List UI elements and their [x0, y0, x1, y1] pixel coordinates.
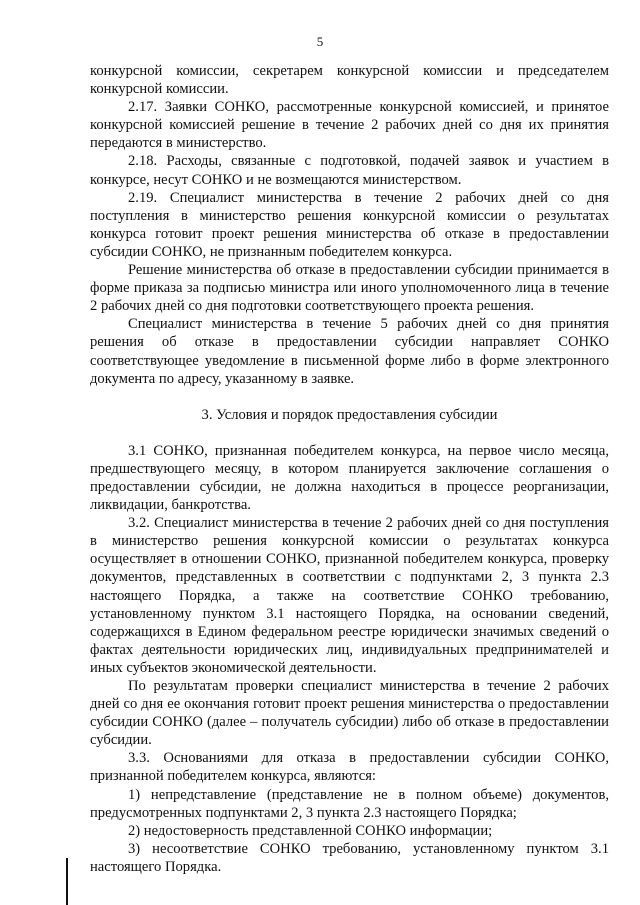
list-item-2: 2) недостоверность представленной СОНКО информации; [128, 822, 493, 839]
paragraph-2-17: 2.17. Заявки СОНКО, рассмотренные конкурсной комиссией, и принятое конкурсной комиссией решение в течение 2 рабочих дней со дня их принятия передаются в министерство. [90, 99, 609, 152]
paragraph-3-3: 3.3. Основаниями для отказа в предоставлении субсидии СОНКО, признанной победителем конкурса, являются: [90, 750, 609, 785]
paragraph-check-results: По результатам проверки специалист министерства в течение 2 рабочих дней со дня ее окончания готовит проект решения министерства о предоставлении субсидии СОНКО (далее – получатель субсидии) либо об отказе в предоставлении субсидии. [90, 678, 609, 749]
paragraph-continuation: конкурсной комиссии, секретарем конкурсной комиссии и председателем конкурсной комиссии. [90, 63, 609, 98]
paragraph-3-2: 3.2. Специалист министерства в течение 2 рабочих дней со дня поступления в министерство решения конкурсной комиссии о результатах конкурса осуществляет в отношении СОНКО, признанной победителем конкурса, проверку документов, представленных в соответствии с подпунктами 2, 3 пункта 2.3 настоящего Порядка, а также на соответствие СОНКО требованию, установленному пунктом 3.1 настоящего Порядка, на основании сведений, содержащихся в Едином федеральном реестре юридически значимых сведений о фактах деятельности юридических лиц, индивидуальных предпринимателей и иных субъектов экономической деятельности. [90, 515, 609, 676]
scan-margin-line [66, 858, 68, 905]
document-body [90, 62, 609, 876]
page-number: 5 [316, 34, 324, 49]
list-item-1: 1) непредставление (представление не в полном объеме) документов, предусмотренных подпунктами 2, 3 пункта 2.3 настоящего Порядка; [90, 786, 609, 821]
section-heading: 3. Условия и порядок предоставления субсидии [201, 406, 498, 423]
paragraph-2-19: 2.19. Специалист министерства в течение 2 рабочих дней со дня поступления в министерство решения конкурсной комиссии о результатах конкурса готовит проект решения министерства об отказе в предоставлении субсидии СОНКО, не признанным победителем конкурса. [90, 189, 609, 260]
paragraph-3-1: 3.1 СОНКО, признанная победителем конкурса, на первое число месяца, предшествующего месяцу, в котором планируется заключение соглашения о предоставлении субсидии, не должна находиться в процессе реорганизации, ликвидации, банкротства. [90, 442, 609, 514]
paragraph-notification: Специалист министерства в течение 5 рабочих дней со дня принятия решения об отказе в предоставлении субсидии направляет СОНКО соответствующее уведомление в письменной форме либо в форме электронного документа по адресу, указанному в заявке. [90, 316, 609, 387]
paragraph-2-18: 2.18. Расходы, связанные с подготовкой, подачей заявок и участием в конкурсе, несут СОНКО и не возмещаются министерством. [90, 153, 609, 188]
list-item-3: 3) несоответствие СОНКО требованию, установленному пунктом 3.1 настоящего Порядка. [90, 840, 609, 875]
paragraph-refusal-decision: Решение министерства об отказе в предоставлении субсидии принимается в форме приказа за подписью министра или иного уполномоченного лица в течение 2 рабочих дней со дня подготовки соответствующего проекта решения. [90, 262, 609, 315]
